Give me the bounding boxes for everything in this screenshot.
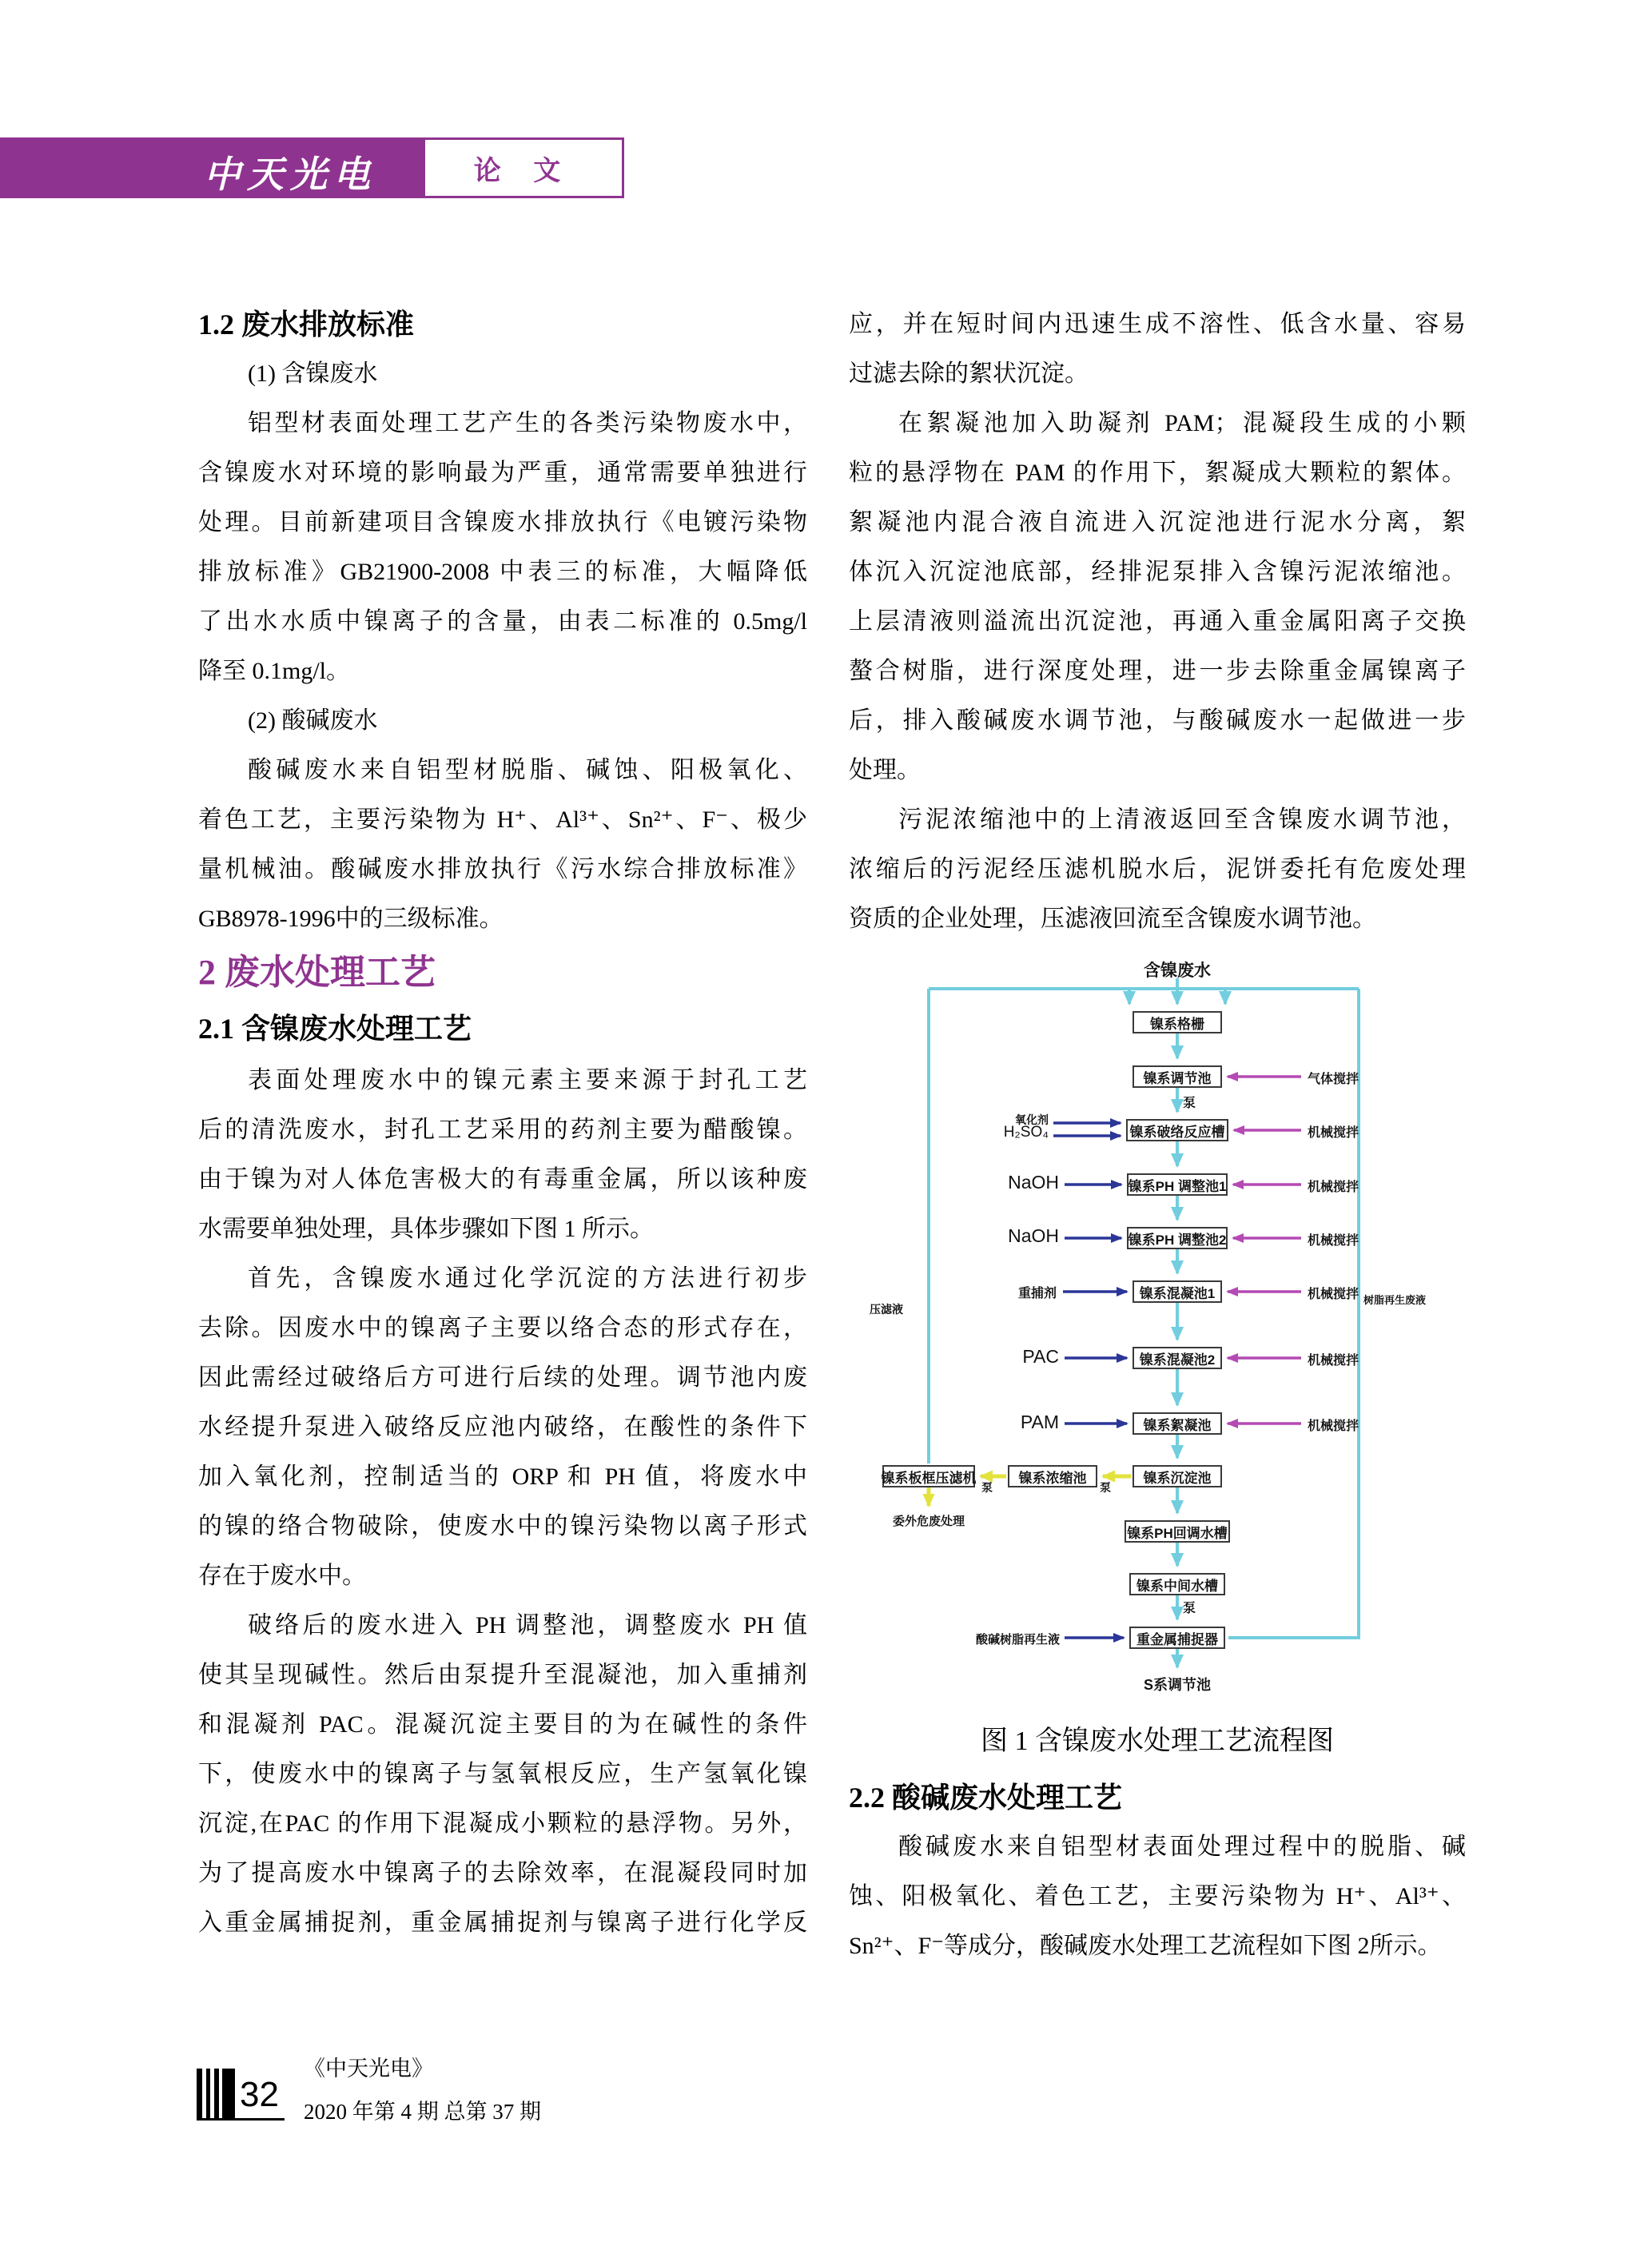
text-line: 加入氧化剂，控制适当的 ORP 和 PH 值，将废水中 bbox=[198, 1463, 807, 1490]
text-line: Sn²⁺、F⁻等成分，酸碱废水处理工艺流程如下图 2所示。 bbox=[849, 1933, 1442, 1959]
text-line: GB8978-1996中的三级标准。 bbox=[198, 906, 504, 932]
heading-2-1: 2.1 含镍废水处理工艺 bbox=[198, 1013, 472, 1045]
text-line: (1) 含镍废水 bbox=[248, 360, 378, 387]
figure-1-flowchart bbox=[863, 951, 1455, 1710]
flow-box-grille: 镍系格栅 bbox=[1133, 1011, 1222, 1033]
text-line: 处理。 bbox=[849, 757, 921, 783]
text-line: 含镍废水对环境的影响最为严重，通常需要单独进行 bbox=[198, 460, 807, 486]
text-line: 后，排入酸碱废水调节池，与酸碱废水一起做进一步 bbox=[849, 707, 1466, 734]
text-line: 的镍的络合物破除，使废水中的镍污染物以离子形式 bbox=[198, 1513, 807, 1539]
pump-label-1: 泵 bbox=[1183, 1097, 1196, 1110]
footer-rule bbox=[197, 2118, 285, 2121]
label-weiwai: 委外危废处理 bbox=[892, 1515, 965, 1528]
text-line: 在絮凝池加入助凝剂 PAM；混凝段生成的小颗 bbox=[898, 410, 1466, 436]
reagent-naoh-1: NaOH bbox=[1008, 1172, 1059, 1193]
text-line: 破络后的废水进入 PH 调整池，调整废水 PH 值 bbox=[248, 1612, 807, 1639]
right-column bbox=[849, 300, 1466, 944]
text-line: 首先，含镍废水通过化学沉淀的方法进行初步 bbox=[248, 1265, 807, 1292]
text-line: 入重金属捕捉剂，重金属捕捉剂与镍离子进行化学反 bbox=[198, 1909, 807, 1936]
flow-box-poluo: 镍系破络反应槽 bbox=[1126, 1119, 1228, 1141]
pump-label-sludge-1: 泵 bbox=[1100, 1481, 1111, 1494]
text-line: 铝型材表面处理工艺产生的各类污染物废水中， bbox=[248, 410, 807, 436]
flow-box-ph-back: 镍系PH回调水槽 bbox=[1125, 1520, 1230, 1543]
footer-journal-name: 《中天光电》 bbox=[304, 2057, 433, 2081]
reagent-zhongbuji: 重捕剂 bbox=[1017, 1287, 1057, 1300]
text-line: 后的清洗废水，封孔工艺采用的药剂主要为醋酸镍。 bbox=[198, 1117, 807, 1143]
text-line: (2) 酸碱废水 bbox=[248, 707, 378, 734]
footer-bar-1 bbox=[197, 2069, 202, 2118]
text-line: 污泥浓缩池中的上清液返回至含镍废水调节池， bbox=[898, 806, 1466, 833]
mixing-mech-5: 机械搅拌 bbox=[1308, 1354, 1359, 1368]
left-column bbox=[198, 300, 807, 1948]
blue-reagent-arrows bbox=[1053, 1123, 1127, 1638]
text-line: 和混凝剂 PAC。混凝沉淀主要目的为在碱性的条件 bbox=[198, 1711, 807, 1738]
mixing-mech-6: 机械搅拌 bbox=[1308, 1420, 1359, 1433]
mixing-mech-2: 机械搅拌 bbox=[1308, 1181, 1359, 1194]
label-yalvye: 压滤液 bbox=[870, 1303, 903, 1316]
label-resin-regen: 树脂再生废液 bbox=[1363, 1294, 1427, 1306]
mixing-mech-3: 机械搅拌 bbox=[1308, 1234, 1359, 1248]
text-line: 体沉入沉淀池底部，经排泥泵排入含镍污泥浓缩池。 bbox=[849, 559, 1466, 585]
flow-box-chendian: 镍系沉淀池 bbox=[1133, 1465, 1222, 1487]
heading-2: 2 废水处理工艺 bbox=[198, 953, 436, 992]
text-line: 水经提升泵进入破络反应池内破络，在酸性的条件下 bbox=[198, 1414, 807, 1440]
text-line: 螯合树脂，进行深度处理，进一步去除重金属镍离子 bbox=[849, 658, 1466, 684]
reagent-oxidant: 氧化剂 bbox=[1015, 1113, 1049, 1126]
pump-label-2: 泵 bbox=[1183, 1602, 1196, 1615]
flow-box-ph1: 镍系PH 调整池1 bbox=[1127, 1173, 1228, 1196]
flow-box-nongsuo: 镍系浓缩池 bbox=[1008, 1465, 1097, 1487]
text-line: 着色工艺，主要污染物为 H⁺、Al³⁺、Sn²⁺、F⁻、极少 bbox=[198, 806, 807, 833]
mixing-mech-4: 机械搅拌 bbox=[1308, 1288, 1359, 1301]
text-line: 排放标准》GB21900-2008 中表三的标准，大幅降低 bbox=[198, 559, 807, 585]
text-line: 资质的企业处理，压滤液回流至含镍废水调节池。 bbox=[849, 906, 1376, 932]
footer-bar-2 bbox=[206, 2069, 210, 2118]
footer-issue-line: 2020 年第 4 期 总第 37 期 bbox=[304, 2100, 541, 2124]
flow-box-buzhuo: 重金属捕捉器 bbox=[1129, 1627, 1225, 1649]
mixing-mech-1: 机械搅拌 bbox=[1308, 1126, 1359, 1140]
text-line: 上层清液则溢流出沉淀池，再通入重金属阳离子交换 bbox=[849, 608, 1466, 635]
heading-2-2: 2.2 酸碱废水处理工艺 bbox=[849, 1782, 1123, 1814]
flow-box-zhongjian: 镍系中间水槽 bbox=[1129, 1573, 1225, 1595]
text-line: 由于镍为对人体危害极大的有毒重金属，所以该种废 bbox=[198, 1166, 807, 1193]
text-line: 处理。目前新建项目含镍废水排放执行《电镀污染物 bbox=[198, 509, 807, 536]
reagent-h2so4: H₂SO₄ bbox=[1003, 1124, 1049, 1141]
text-line: 去除。因废水中的镍离子主要以络合态的形式存在， bbox=[198, 1315, 807, 1341]
page-number: 32 bbox=[240, 2075, 279, 2114]
text-line: 沉淀,在PAC 的作用下混凝成小颗粒的悬浮物。另外， bbox=[198, 1810, 807, 1837]
flow-box-xunning: 镍系絮凝池 bbox=[1133, 1412, 1222, 1435]
right-paragraphs-b bbox=[849, 1822, 1466, 1971]
journal-logo: 中天光电 bbox=[204, 153, 376, 196]
flow-box-hun1: 镍系混凝池1 bbox=[1133, 1280, 1222, 1303]
reagent-naoh-2: NaOH bbox=[1008, 1225, 1059, 1246]
flow-box-hun2: 镍系混凝池2 bbox=[1133, 1347, 1222, 1369]
pump-label-sludge-2: 泵 bbox=[981, 1481, 993, 1494]
reagent-suanjian-resin: 酸碱树脂再生液 bbox=[975, 1633, 1060, 1647]
text-line: 酸碱废水来自铝型材表面处理过程中的脱脂、碱 bbox=[898, 1834, 1466, 1860]
right-paragraphs-a bbox=[849, 300, 1466, 944]
mixing-gas: 气体搅拌 bbox=[1308, 1073, 1359, 1086]
text-line: 为了提高废水中镍离子的去除效率，在混凝段同时加 bbox=[198, 1860, 807, 1886]
text-line: 了出水水质中镍离子的含量，由表二标准的 0.5mg/l bbox=[198, 608, 807, 635]
text-line: 存在于废水中。 bbox=[198, 1563, 366, 1589]
text-line: 使其呈现碱性。然后由泵提升至混凝池，加入重捕剂 bbox=[198, 1662, 807, 1688]
left-paragraphs-b bbox=[198, 1056, 807, 1948]
figure-1-caption: 图 1 含镍废水处理工艺流程图 bbox=[981, 1726, 1334, 1756]
right-column-lower bbox=[849, 1773, 1466, 1971]
text-line: 过滤去除的絮状沉淀。 bbox=[849, 360, 1089, 387]
flow-box-ph2: 镍系PH 调整池2 bbox=[1127, 1227, 1228, 1249]
text-line: 酸碱废水来自铝型材脱脂、碱蚀、阳极氧化、 bbox=[248, 757, 807, 783]
section-tab: 论 文 bbox=[423, 137, 624, 198]
flow-box-yalv: 镍系板框压滤机 bbox=[882, 1465, 975, 1487]
flow-source-label: 含镍废水 bbox=[1144, 962, 1211, 980]
footer-bar-3 bbox=[214, 2069, 219, 2118]
reagent-pac: PAC bbox=[1022, 1346, 1059, 1367]
text-line: 降至 0.1mg/l。 bbox=[198, 658, 351, 684]
flow-box-tiaojie: 镍系调节池 bbox=[1133, 1065, 1222, 1088]
text-line: 浓缩后的污泥经压滤机脱水后，泥饼委托有危废处理 bbox=[849, 856, 1466, 882]
text-line: 应，并在短时间内迅速生成不溶性、低含水量、容易 bbox=[849, 311, 1466, 337]
text-line: 粒的悬浮物在 PAM 的作用下，絮凝成大颗粒的絮体。 bbox=[849, 460, 1466, 486]
reagent-pam: PAM bbox=[1020, 1412, 1059, 1432]
text-line: 絮凝池内混合液自流进入沉淀池进行泥水分离，絮 bbox=[849, 509, 1466, 536]
text-line: 表面处理废水中的镍元素主要来源于封孔工艺 bbox=[248, 1067, 807, 1093]
text-line: 下，使废水中的镍离子与氢氧根反应，生产氢氧化镍 bbox=[198, 1761, 807, 1787]
left-paragraphs-a bbox=[198, 349, 807, 944]
footer-bar-4 bbox=[222, 2069, 235, 2118]
heading-1-2: 1.2 废水排放标准 bbox=[198, 309, 415, 340]
text-line: 因此需经过破络后方可进行后续的处理。调节池内废 bbox=[198, 1364, 807, 1391]
text-line: 水需要单独处理，具体步骤如下图 1 所示。 bbox=[198, 1216, 654, 1242]
text-line: 量机械油。酸碱废水排放执行《污水综合排放标准》 bbox=[198, 856, 807, 882]
header-band bbox=[0, 137, 423, 198]
flow-end-label-s-tank: S系调节池 bbox=[1143, 1677, 1211, 1693]
magenta-mixing-arrows bbox=[1228, 1077, 1301, 1424]
text-line: 蚀、阳极氧化、着色工艺，主要污染物为 H⁺、Al³⁺、 bbox=[849, 1883, 1466, 1909]
